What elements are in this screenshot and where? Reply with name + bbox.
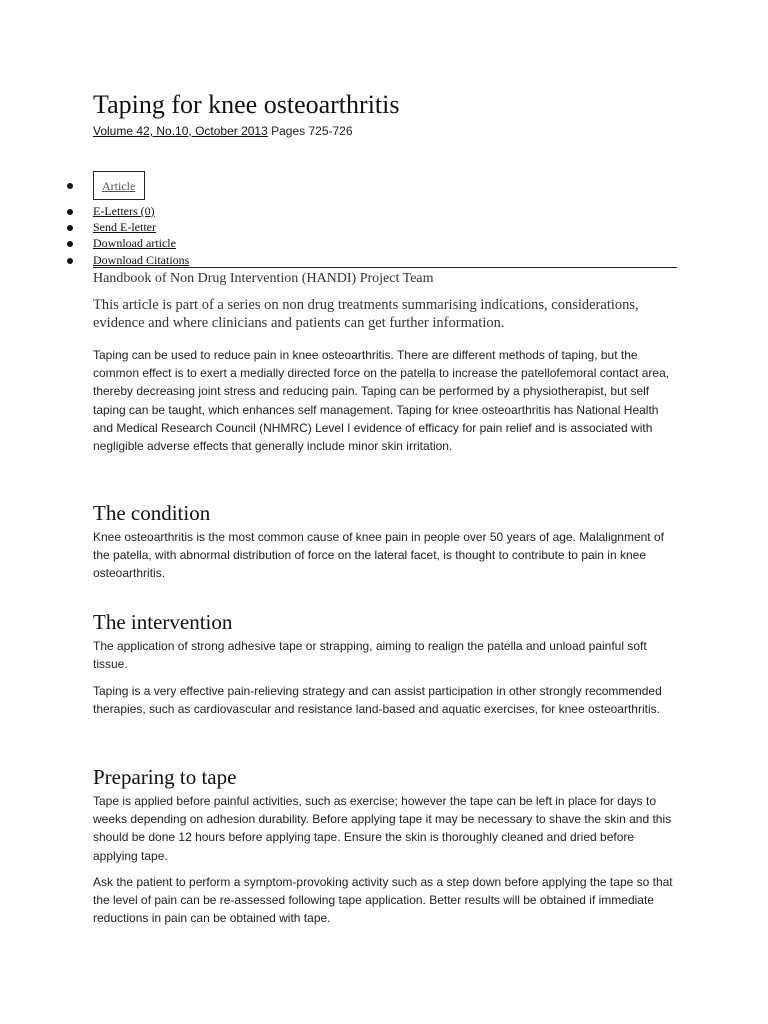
citation-line [93, 123, 353, 139]
intervention-paragraph-2: Taping is a very effective pain-relieving strategy and can assist participation in other strongly recommended therapies, such as cardiovascular and resistance land-based and aquatic exercises, for knee osteoarthritis. [93, 684, 662, 717]
bullet-icon [67, 241, 73, 247]
issue-link[interactable]: Volume 42, No.10, October 2013 [93, 124, 268, 138]
page-title: Taping for knee osteoarthritis [93, 90, 400, 119]
nav-divider [93, 267, 677, 268]
bullet-icon [67, 225, 73, 231]
nav-item-e-letters[interactable]: E-Letters (0) [93, 204, 155, 218]
bullet-icon [67, 183, 73, 189]
section-heading-preparing: Preparing to tape [93, 765, 237, 789]
nav-item-download-citations[interactable]: Download Citations [93, 253, 190, 267]
page-range: Pages 725-726 [271, 124, 353, 138]
summary-paragraph: Taping can be used to reduce pain in knee osteoarthritis. There are different methods of taping, but the common effect is to exert a medially directed force on the patella to increase the patellofemoral contact area, thereby decreasing joint stress and reducing pain. Taping can be performed by a physiotherapist, but self taping can be taught, which enhances self management. Taping for knee osteoarthritis has National Health and Medical Research Council (NHMRC) Level I evidence of efficacy for pain relief and is associated with negligible adverse effects that generally include minor skin irritation. [93, 348, 670, 454]
bullet-icon [67, 209, 73, 215]
preparing-paragraph-1: Tape is applied before painful activities, such as exercise; however the tape can be left in place for days to weeks depending on adhesion durability. Before applying tape it may be necessary to shave the skin and this should be done 12 hours before applying tape. Ensure the skin is thoroughly cleaned and dried before applying tape. [93, 794, 672, 863]
series-intro: This article is part of a series on non drug treatments summarising indications, considerations, evidence and where clinicians and patients can get further information. [93, 297, 639, 331]
section-heading-condition: The condition [93, 501, 211, 525]
section-heading-intervention: The intervention [93, 610, 233, 634]
author-byline: Handbook of Non Drug Intervention (HANDI) Project Team [93, 271, 434, 286]
condition-paragraph: Knee osteoarthritis is the most common cause of knee pain in people over 50 years of age. Malalignment of the patella, with abnormal distribution of force on the lateral facet, is thought to contribute to pain in knee osteoarthritis. [93, 530, 664, 581]
nav-item-article[interactable]: Article [102, 179, 136, 193]
nav-item-download-article[interactable]: Download article [93, 236, 176, 250]
bullet-icon [67, 258, 73, 264]
nav-item-send-e-letter[interactable]: Send E-letter [93, 220, 156, 234]
intervention-paragraph-1: The application of strong adhesive tape or strapping, aiming to realign the patella and unload painful soft tissue. [93, 639, 647, 672]
preparing-paragraph-2: Ask the patient to perform a symptom-provoking activity such as a step down before applying the tape so that the level of pain can be re-assessed following tape application. Better results will be obtained if immediate reductions in pain can be obtained with tape. [93, 875, 673, 926]
tab-article[interactable] [93, 171, 145, 200]
